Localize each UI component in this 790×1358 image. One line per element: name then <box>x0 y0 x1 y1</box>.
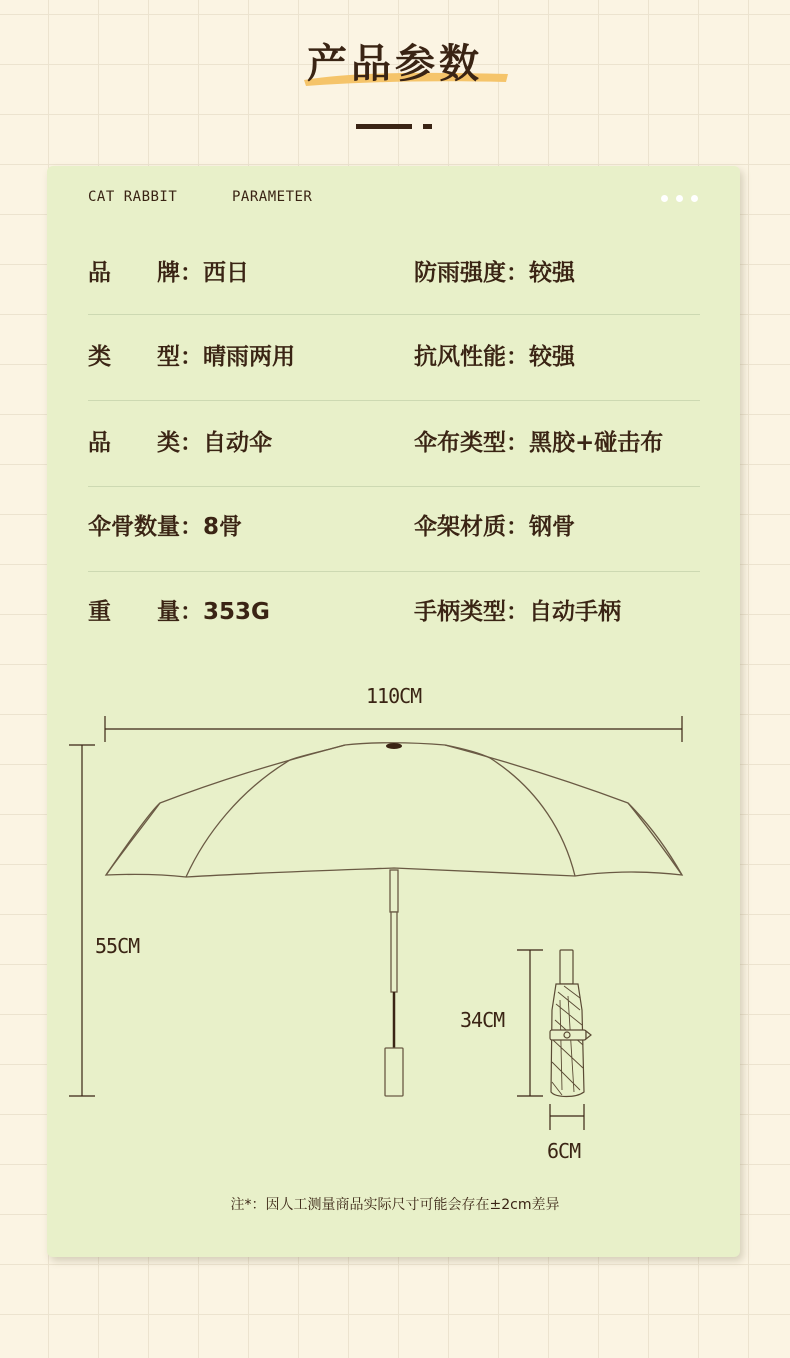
folded-length-label: 34CM <box>460 1008 505 1032</box>
spec-key: 重 量： <box>88 599 203 625</box>
spec-value: 西日 <box>203 260 249 286</box>
umbrella-shaft-upper <box>390 870 398 912</box>
spec-key: 伞骨数量： <box>88 514 203 540</box>
card-label-left: CAT RABBIT <box>88 189 178 205</box>
spec-key: 防雨强度： <box>414 260 529 286</box>
spec-value: 黑胶+碰击布 <box>529 430 664 456</box>
folded-umbrella-icon <box>550 950 591 1097</box>
spec-value: 353G <box>203 599 270 625</box>
umbrella-handle <box>385 1048 403 1096</box>
spec-key: 品 牌： <box>88 260 203 286</box>
open-height-label: 55CM <box>95 934 140 958</box>
spec-key: 品 类： <box>88 430 203 456</box>
open-umbrella-icon <box>106 743 682 1096</box>
spec-value: 较强 <box>529 260 575 286</box>
umbrella-tip <box>386 743 402 749</box>
spec-key: 类 型： <box>88 344 203 370</box>
spec-key: 伞架材质： <box>414 514 529 540</box>
card-label-right: PARAMETER <box>232 189 313 205</box>
folded-width-label: 6CM <box>547 1139 581 1163</box>
spec-key: 伞布类型： <box>414 430 529 456</box>
open-width-label: 110CM <box>366 684 422 708</box>
measurement-note: 注*：因人工测量商品实际尺寸可能会存在±2cm差异 <box>230 1197 560 1213</box>
spec-value: 晴雨两用 <box>203 344 295 370</box>
spec-value: 较强 <box>529 344 575 370</box>
page-title: 产品参数 <box>307 41 483 87</box>
spec-value: 8骨 <box>203 514 243 540</box>
spec-value: 钢骨 <box>529 514 575 540</box>
spec-key: 抗风性能： <box>414 344 529 370</box>
spec-value: 自动伞 <box>203 430 272 456</box>
umbrella-shaft-middle <box>391 912 397 992</box>
spec-value: 自动手柄 <box>529 599 621 625</box>
spec-key: 手柄类型： <box>414 599 529 625</box>
